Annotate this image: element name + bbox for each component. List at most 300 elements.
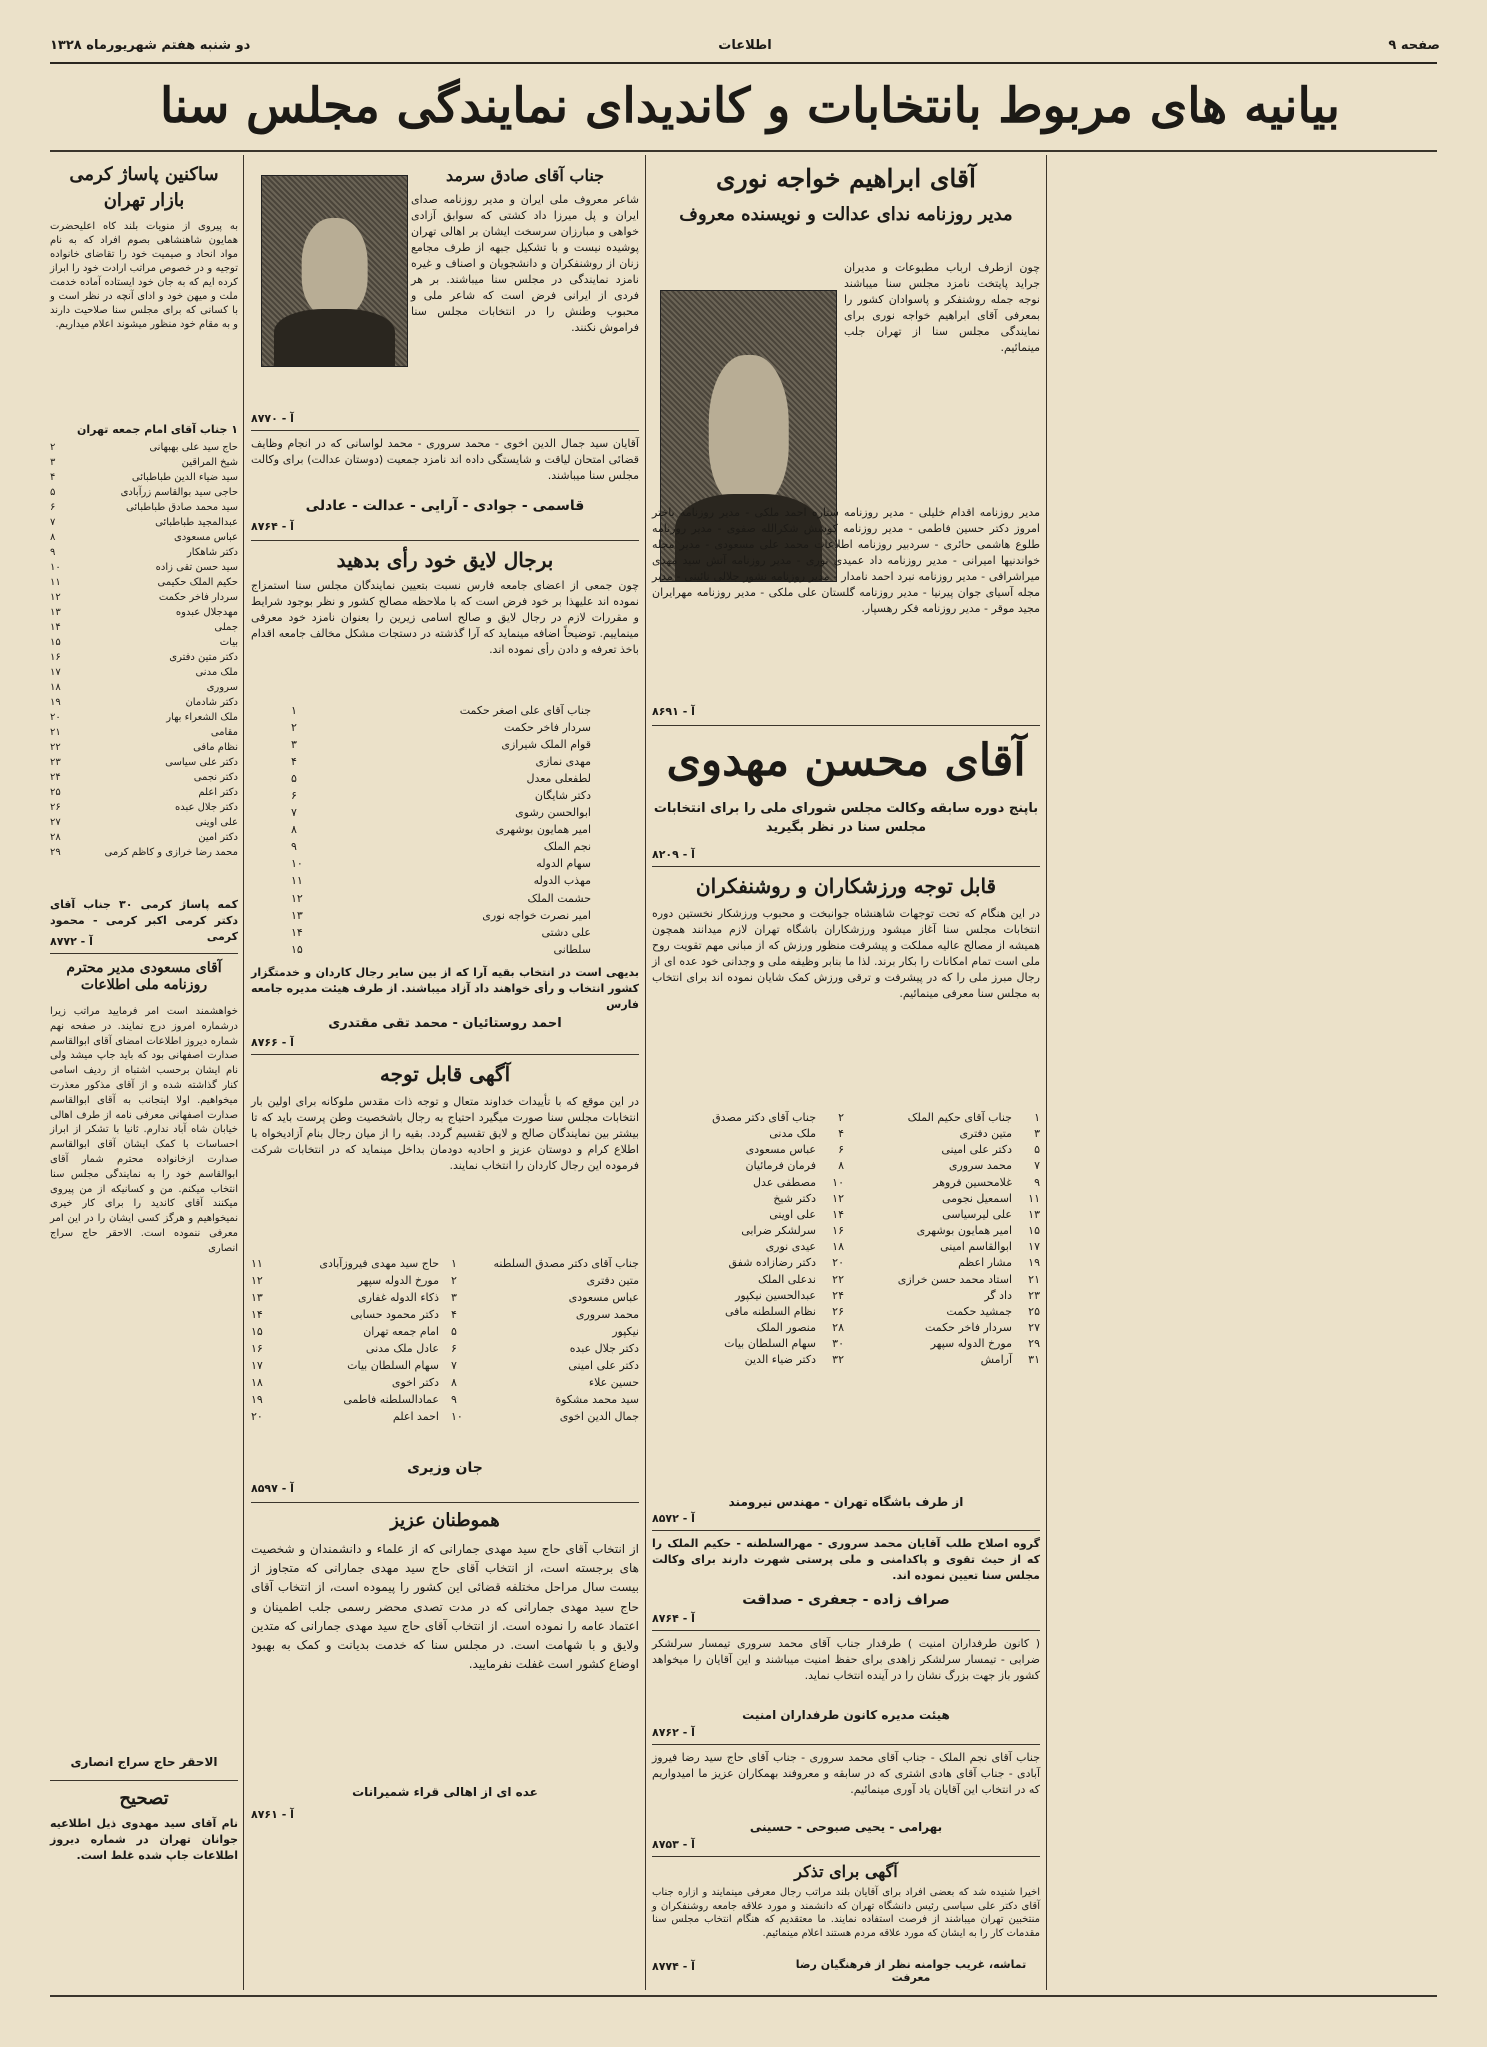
list-item-name: عمادالسلطنه فاطمی [343,1393,439,1407]
list-item-name: عبدالحسین نیکپور [735,1288,816,1302]
list-item-name: جملی [214,622,238,633]
list-item-number: ۸ [291,823,297,837]
list-item [50,500,238,515]
list-item-number: ۱۴ [251,1308,263,1322]
list-item-name: مصطفی عدل [752,1175,816,1189]
column-center-left [251,160,639,1990]
section-body: آقایان سید جمال الدین اخوی - محمد سروری - محمد لواسانی که در انجام وظایف قضائی امتحان لیاقت و شایستگی داده اند نامزد جمعیت (دوستان عدالت) برای وکالت مجلس سنا میباشند. [251,437,639,482]
list-item-number: ۲۸ [50,832,61,843]
table-row [652,1126,1040,1142]
list-item-name: حشمت الملک [527,891,591,905]
list-item [50,485,238,500]
table-row [652,1191,1040,1207]
list-item-number: ۹ [291,840,297,854]
list-item [291,890,591,907]
list-item [50,560,238,575]
table-row [652,1304,1040,1320]
list-item-number: ۱ [1034,1111,1040,1124]
list-item-name: مهدی نمازی [535,755,591,769]
list-item-number: ۵ [451,1325,457,1339]
list-item-number: ۱۰ [832,1175,844,1189]
footer-rule [50,1995,1437,1997]
list-item-number: ۲۱ [1028,1272,1040,1286]
list-item [50,665,238,680]
list-item-number: ۱۳ [1028,1207,1040,1221]
list-item-number: ۲ [451,1274,457,1288]
list-item [451,1357,639,1374]
list-item-number: ۲۶ [832,1304,844,1318]
list-item-name: سهام الدوله [536,857,591,871]
list-item [291,872,591,889]
table-row [652,1288,1040,1304]
table-row [652,1142,1040,1158]
list-item-number: ۲۴ [832,1288,844,1302]
list-item-name: مقامی [210,727,238,738]
list-item-name: عادل ملک مدنی [365,1342,439,1356]
section-title: آگهی قابل توجه [379,1062,511,1086]
list-item-name: استاد محمد حسن خرازی [897,1272,1012,1286]
signature: تماشه، غریب جوامنه نظر از فرهنگیان رضا معرفت [795,1958,1027,1984]
column-rule [1046,155,1047,1990]
list-item [251,1323,439,1340]
list-item-number: ۶ [291,789,297,803]
list-item-number: ۴ [451,1308,457,1322]
list-item-number: ۷ [451,1359,457,1373]
list-item-name: علی اوینی [769,1207,816,1221]
table-row [652,1255,1040,1271]
list-item-number: ۲۲ [832,1272,844,1286]
section-rule [50,1780,238,1781]
section-title: آقای مسعودی مدیر محترم روزنامه ملی اطلاعات [66,960,222,993]
list-item [291,855,591,872]
table-row [652,1272,1040,1288]
section-body: به پیروی از منویات بلند کاه اعلیحضرت همایون شاهنشاهی بصوم افراد که به نام مواد انحاد و صیمیت خود را تقاضای خانواده توجیه و در خصوص مراتب ارادت خود را ابراز کرده ایم که به جان خود ایستاده آماده خدمت ملت و میهن خود و ادای آنچه در نظر است و با کسانی که برای مجلس سنا صلاحیت دارند و به مقام خود منظور میشوند اعلام میداریم. [50,221,238,330]
section-rule [652,1630,1040,1631]
candidate-list [652,1110,1040,1490]
list-item [50,620,238,635]
list-item-number: ۵ [291,772,297,786]
list-item-number: ۱۴ [291,925,303,939]
list-item [291,770,591,787]
list-item [50,530,238,545]
table-row [652,1336,1040,1352]
list-item-number: ۹ [451,1393,457,1407]
list-item [291,907,591,924]
list-item-name: دکتر شایگان [534,789,591,803]
list-item-number: ۱۱ [291,874,303,888]
endorsers-text [652,505,1040,705]
list-item [50,470,238,485]
list-item-name: دکتر علی امینی [568,1359,639,1373]
list-item [50,515,238,530]
list-item [50,755,238,770]
list-item-name: آرامش [980,1353,1012,1367]
section-body: جناب آقای نجم الملک - جناب آقای محمد سروری - جناب آقای حاج سید رضا فیروز آبادی - جناب آقای هادی اشتری که در سابقه و معروفند بهمکاران عزیز ما امیدواریم که در انتخاب این آقایان یاد آوری مینمائیم. [652,1751,1040,1796]
candidate-statement: چون ازطرف ارباب مطبوعات و مدیران جراید پایتخت نامزد مجلس سنا میباشند نوجه جمله روشنفکر و پاسوادان کشور را بمعرفی آقای ابراهیم خواجه نوری برای نمایندگی مجلس سنا از تهران جلب مینمائیم. [844,261,1040,354]
list-item-name: سردار فاخر حکمت [158,592,238,603]
list-item-name: مورخ الدوله سپهر [357,1274,439,1288]
list-item-number: ۵ [1034,1143,1040,1157]
list-item-name: امام جمعه تهران [363,1325,439,1339]
list-item-name: سلطانی [553,942,591,956]
signature: الاحقر حاج سراج انصاری [70,1755,218,1769]
table-row [652,1239,1040,1255]
list-item-name: قوام الملک شیرازی [501,738,591,752]
list-item-name: مهذب الدوله [533,874,591,888]
candidate-name: آقای ابراهیم خواجه نوری [716,164,976,193]
list-item-name: علی اوینی [195,817,238,828]
list-item-number: ۱۸ [832,1240,844,1254]
ad-code: آ - ۸۲۰۹ [652,848,695,861]
list-item-number: ۲۶ [50,802,61,813]
ad-code: آ - ۸۷۵۳ [652,1838,695,1851]
list-item-number: ۱۶ [50,652,61,663]
signature: عده ای از اهالی قراء شمیرانات [352,1785,538,1799]
ad-code: آ - ۸۷۷۰ [251,412,294,425]
ad-code: آ - ۸۶۹۱ [652,705,695,718]
candidate-list [50,440,238,895]
section-body: باپنج دوره سابقه وکالت مجلس شورای ملی را برای انتخابات مجلس سنا در نظر بگیرید [653,801,1039,835]
section-title: ساکنین پاساژ کرمی [69,164,219,185]
list-item-number: ۳ [291,738,297,752]
list-item-number: ۱۳ [50,607,61,618]
list-item-name: عیدی نوری [765,1240,816,1254]
section-title: هموطنان عزیز [390,1510,500,1531]
list-item-name: ملک مدنی [195,667,238,678]
list-item-number: ۸ [451,1376,457,1390]
list-item-number: ۱۱ [1028,1191,1040,1205]
list-item-number: ۱۲ [50,592,61,603]
list-item [291,924,591,941]
candidate-list [251,1255,639,1455]
list-item-name: دکتر اخوی [391,1376,439,1390]
list-item-name: عبدالمجید طباطبائی [155,517,238,528]
list-item-name: نیکپور [612,1325,639,1339]
list-item-name: سید ضیاء الدین طباطبائی [131,472,238,483]
list-item-number: ۱۷ [251,1359,263,1373]
list-item [50,725,238,740]
ad-code: آ - ۸۷۶۲ [652,1726,695,1739]
list-item-name: نظام السلطنه مافی [724,1304,816,1318]
list-item-number: ۱۱ [251,1257,263,1270]
list-item [50,815,238,830]
list-item [251,1374,439,1391]
list-item-number: ۳ [1034,1127,1040,1141]
list-item-name: فرمان فرمائیان [745,1159,816,1173]
list-item-name: محمد رضا خرازی و کاظم کرمی [104,847,238,858]
list-item-name: حسین علاء [588,1376,639,1390]
list-item-name: سروری [206,682,238,693]
section-body: گروه اصلاح طلب آقایان محمد سروری - مهرالسلطنه - حکیم الملک را که از حیث تقوی و پاکدامنی و ملی پرستی شهرت دارند برای وکالت مجلس سنا تعیین نموده اند. [652,1537,1040,1582]
list-item-name: دکتر رضازاده شفق [728,1256,816,1270]
list-item [50,710,238,725]
list-item-number: ۲۰ [832,1256,844,1270]
table-row [652,1223,1040,1239]
section-title: برجال لایق خود رأی بدهید [336,548,554,572]
list-item-name: جمال الدین اخوی [559,1410,639,1424]
list-item-number: ۲۷ [50,817,61,828]
signature: صراف زاده - جعفری - صداقت [742,1592,950,1608]
list-item-name: دکتر شادمان [185,697,238,708]
paper-name: اطلاعات [718,38,772,53]
list-item-name: حاج سید علی بهبهانی [149,442,238,453]
list-item [291,719,591,736]
list-item-name: سرلشکر ضرابی [741,1224,816,1238]
signature: هیئت مدیره کانون طرفداران امنیت [742,1708,950,1722]
section-rule [251,1502,639,1503]
list-item [291,702,591,719]
list-item-name: ندعلی الملک [758,1272,816,1286]
list-item-number: ۳ [451,1291,457,1305]
column-rule [645,155,646,1990]
candidate-title: مدیر روزنامه ندای عدالت و نویسنده معروف [679,204,1013,225]
list-item [50,800,238,815]
list-item-name: جناب آقای دکتر مصدق [712,1111,816,1124]
list-item-number: ۱۳ [251,1291,263,1305]
list-item [291,736,591,753]
list-item-number: ۷ [50,517,56,528]
list-item-name: مهدجلال عبدوه [175,607,238,618]
list-item-number: ۱۹ [50,697,61,708]
list-item [451,1391,639,1408]
list-item-name: دکتر علی امینی [941,1143,1012,1157]
list-item-name: عباس مسعودی [174,532,238,543]
list-item-number: ۱۸ [50,682,61,693]
list-item-number: ۲۸ [832,1321,844,1335]
list-item [50,770,238,785]
list-item-number: ۱۴ [832,1207,844,1221]
list-item [291,787,591,804]
list-item-number: ۱۳ [291,908,303,922]
list-item-number: ۲۰ [50,712,61,723]
list-item-name: سید محمد صادق طباطبائی [126,502,238,513]
list-item-name: ملک الشعراء بهار [166,712,238,723]
list-item-number: ۴ [50,472,56,483]
candidate-list [291,702,591,962]
list-item-name: حکیم الملک حکیمی [157,577,238,588]
section-rule [652,866,1040,867]
list-item-name: امیر نصرت خواجه نوری [482,908,591,922]
list-item-number: ۱۲ [291,891,303,905]
list-item-number: ۳۲ [832,1353,844,1367]
list-item [50,635,238,650]
list-item-number: ۶ [838,1143,844,1157]
list-item [291,753,591,770]
list-item-name: ابوالقاسم امینی [940,1240,1012,1254]
section-headline: آقای محسن مهدوی [666,735,1026,786]
list-item-number: ۹ [50,547,56,558]
page-banner: بیانیه های مربوط بانتخابات و کاندیدای نمایندگی مجلس سنا [159,78,1340,134]
signature: از طرف باشگاه تهران - مهندس نیرومند [728,1495,964,1509]
list-item [451,1289,639,1306]
list-item-name: دکتر شاهکار [186,547,238,558]
list-item-name: دکتر شیخ [773,1191,816,1205]
list-item-name: جناب آقای دکتر مصدق السلطنه [493,1257,639,1270]
list-item-name: علی لیرسیاسی [942,1207,1012,1221]
list-item-number: ۱ [291,704,297,717]
ad-code: ۸۷۷۲ - آ [50,935,93,948]
list-item-name: علی دشتی [541,925,591,939]
list-item [451,1374,639,1391]
list-item-name: محمد سروری [948,1159,1012,1173]
list-item-name: جمشید حکمت [946,1304,1012,1318]
endorsers-list: مدیر روزنامه اقدام خلیلی - مدیر روزنامه ستاره احمد ملکی - مدیر روزنامه باختر امروز دکتر حسین فاطمی - مدیر روزنامه کوشش شکرالله صفوی - مدیر روزنامه طلوع هاشمی حائری - سردبیر روزنامه اطلاعات محمد علی مسعودی - مدیر مجله خواندنیها امیرانی - مدیر روزنامه داد عمیدی نوری - مدیر روزنامه آتش سید مهدی میراشرافی - مدیر روزنامه نبرد احمد نامدار - مدیر روزنامه نشور جلالی نائینی - مدیر مجله آسیای جوان پیرنیا - مدیر روزنامه گلستان علی ملکی - مدیر روزنامه مهرایران مجید موقر - مدیر روزنامه فکر رهسپار. [652,506,1040,615]
list-item [291,838,591,855]
section-body: کمه پاساژ کرمی ۳۰ جناب آقای دکتر کرمی اکبر کرمی - محمود کرمی [50,898,238,943]
ad-code: آ - ۸۷۷۴ [652,1960,695,1973]
list-item [251,1340,439,1357]
section-rule [251,430,639,431]
list-item-number: ۸ [50,532,56,543]
list-item [50,650,238,665]
list-item-number: ۲۵ [50,787,61,798]
list-item-number: ۲۳ [50,757,61,768]
column-center-right [652,160,1040,1990]
list-item-name: محمد سروری [575,1308,639,1322]
list-header: ۱ جناب آقای امام جمعه تهران [76,423,238,436]
section-body: ( کانون طرفداران امنیت ) طرفدار جناب آقای محمد سروری تیمسار سرلشکر ضرابی - تیمسار سرلشکر زاهدی برای حفظ امنیت میباشند و این آقایان را میخواهد کشور باز جهت بزرگ نشان را در آینده انتخاب نماید. [652,1637,1040,1682]
list-item-number: ۱۷ [50,667,61,678]
list-item-number: ۱۶ [832,1224,844,1238]
list-item-number: ۳ [50,457,56,468]
list-item [50,545,238,560]
section-body: در این موقع که با تأییدات خداوند متعال و توجه ذات مقدس ملوکانه برای اولین بار انتخابات مجلس سنا صورت میگیرد احتیاج به رجال باشخصیت وطن پرست باید که تا بیشتر بین نمایندگان صالح و لایق تقسیم گردد. بقیه را از میان رجال بنام آزادیخواه با اطلاع کرام و دوستان عزیز و احادیه دودمان بداخل مینماید که در انتخابات شرکت فرموده این رجال کاردان را انتخاب نمایند. [251,1095,639,1172]
page-date: دو شنبه هفتم شهریورماه ۱۳۲۸ [50,38,251,53]
list-item-name: سردار فاخر حکمت [924,1321,1012,1335]
list-item-name: دکتر جلال عبده [569,1342,639,1356]
list-item-name: داد گر [984,1288,1012,1302]
list-item-number: ۲۲ [50,742,61,753]
section-title: آگهی برای تذکر [794,1862,898,1881]
section-rule [652,1744,1040,1745]
list-item [451,1323,639,1340]
list-item-name: دکتر جلال عبده [175,802,238,813]
list-item-number: ۲۹ [50,847,61,858]
list-item-name: سهام السلطان بیات [347,1359,439,1373]
list-item [50,590,238,605]
list-item [251,1289,439,1306]
list-item-number: ۲۷ [1028,1321,1040,1335]
section-body: خواهشمند است امر فرمایید مراتب زیرا درشماره امروز درج نمایند. در صفحه نهم شماره دیروز اطلاعات امضای آقای ابوالقاسم صدارت اصفهانی بود که باید جاپ میشد ولی نام ایشان برحسب اشتباه از ردیف اسامی کنار گذاشته شده و از آقای مذکور معذرت میخواهیم. اولا اینجانب به آقای ابوالقاسم صدارت اصفهانی معرفی نامه از طرف اهالی خیابان شاه آباد ندارم. ثانیا با تشکر از ابراز احساسات با کمک ایشان آقای ابوالقاسم صدارت ازخانواده محترم شمار آقای ابوالقاسم خود را به نمایندگی مجلس سنا انتخاب میکنم. من و کسانیکه از من پیروی میکنند آقای کاندید را برای کار خیری نمیخواهیم و هرگز کسی ایشان را در این امر معرفی ننموده است. الاحقر حاج سراج انصاری [50,1006,238,1254]
list-item-name: ذکاء الدوله غفاری [358,1291,439,1305]
list-item-number: ۲ [291,721,297,735]
section-title: تصحیح [119,1788,169,1809]
list-item [50,440,238,455]
list-item [50,740,238,755]
list-item-name: ابوالحسن رشوی [515,806,591,820]
list-item [251,1357,439,1374]
list-item-name: منصور الملک [756,1321,816,1335]
list-item [451,1272,639,1289]
list-item-name: نظام مافی [193,742,238,753]
list-item-name: ملک مدنی [769,1127,816,1141]
section-body: از انتخاب آقای حاج سید مهدی جمارانی که از علماء و دانشمندان و شخصیت های برجسته است، از انتخاب آقای حاج سید مهدی جمارانی که متجاوز از بیست سال مراحل مختلفه قضائی این کشور را پیموده است، از انتخاب آقای حاج سید مهدی جمارانی که در مدت تصدی محضر رسمی جلب اطمینان و اعتماد عامه را نموده است. از انتخاب آقای حاج سید مهدی جمارانی که متدین ولایق و با شهامت است. در مجلس سنا که خدمت بدیانت و کمک به بهبود اوضاع کشور است غفلت نفرمایید. [251,1542,639,1672]
list-item-number: ۳۱ [1028,1353,1040,1367]
list-item-number: ۷ [291,806,297,820]
list-item-number: ۱۵ [50,637,61,648]
section-body: در این هنگام که تحت توجهات شاهنشاه جوانبخت و محبوب ورزشکار نخستین دوره انتخابات مجلس سنا آغاز میشود ورزشکاران باشگاه تهران لازم میدانند همچون همیشه از مصالح عالیه مملکت و پیشرفت منظور ورزش که از مبانی مهم تقویت روح ملی است تمام امکانات را بکار برند. لذا ما بنابر وظیفه ملی و وجدانی خود عده ای از رجال مبرز ملی را که در پیشرفت و ترقی ورزش کمک شایان نموده اند برای انتخاب به مجلس سنا معرفی مینمائیم. [652,907,1040,1000]
list-item-number: ۴ [291,755,297,769]
list-item-name: دکتر متین دفتری [169,652,238,663]
list-item [251,1272,439,1289]
list-item-number: ۱۵ [291,942,303,956]
list-item [451,1408,639,1425]
signature: جان وزیری [407,1460,483,1476]
list-item-name: متین دفتری [586,1274,639,1288]
list-item-number: ۱۵ [251,1325,263,1339]
section-rule [251,1054,639,1055]
list-item-number: ۱۸ [251,1376,263,1390]
list-item-number: ۱۹ [251,1393,263,1407]
list-item-number: ۱۷ [1028,1240,1040,1254]
signature: بهرامی - یحیی صبوحی - حسینی [749,1820,943,1834]
list-item [50,605,238,620]
list-item-number: ۵ [50,487,56,498]
list-item [451,1306,639,1323]
list-item [451,1255,639,1272]
table-row [652,1110,1040,1126]
list-item [291,941,591,958]
list-item-name: سهام السلطان بیات [724,1337,816,1351]
list-item-name: حاج سید مهدی فیروزآبادی [319,1257,439,1270]
section-rule [652,1856,1040,1857]
ad-code: آ - ۸۷۶۱ [251,1808,294,1821]
list-item-number: ۸ [838,1159,844,1173]
page-number: صفحه ۹ [1388,38,1440,53]
ad-code: آ - ۸۷۶۴ [652,1612,695,1625]
list-item-name: جناب آقای علی اصغر حکمت [459,704,591,717]
table-row [652,1175,1040,1191]
list-item-number: ۱۲ [251,1274,263,1288]
list-item-name: احمد اعلم [392,1410,439,1424]
list-item-name: مورخ الدوله سپهر [930,1337,1012,1351]
list-item-name: دکتر اعلم [198,787,238,798]
list-item-name: بیات [219,637,238,648]
section-rule [652,1530,1040,1531]
list-item [50,695,238,710]
table-row [652,1352,1040,1368]
list-item-name: نجم الملک [543,840,591,854]
list-item [50,575,238,590]
list-item [251,1408,439,1425]
list-item [251,1391,439,1408]
list-item-name: مشار اعظم [958,1256,1012,1270]
list-item-number: ۲۴ [50,772,61,783]
table-row [652,1320,1040,1336]
list-item-number: ۱۶ [251,1342,263,1356]
list-item-number: ۲ [838,1111,844,1124]
list-item-name: سید محمد مشکوة [555,1393,639,1407]
list-item [291,804,591,821]
list-item-number: ۱۰ [50,562,61,573]
section-title: بازار تهران [103,190,185,211]
section-body: اخیرا شنیده شد که بعضی افراد برای آقایان بلند مراتب رجال معرفی مینمایند و ازاره جناب آقای دکتر علی سیاسی رئیس دانشگاه تهران که دانشمند و مورد علاقه جامعه روشنفکران و منتخبین تهران میباشند از فرصت استفاده نمایند. ما معتقدیم که هنگام انتخاب مجلس سنا مقدمات کار را به ایشان که مورد علاقه مردم هستند اعلام مینمائیم. [652,1887,1040,1939]
list-item [451,1340,639,1357]
list-item-number: ۱۴ [50,622,61,633]
list-item-number: ۲۵ [1028,1304,1040,1318]
list-item-number: ۲ [50,442,56,453]
list-item-name: سردار فاخر حکمت [503,721,591,735]
candidate-name: جناب آقای صادق سرمد [445,166,605,185]
section-rule [251,540,639,541]
list-item-name: عباس مسعودی [745,1143,816,1157]
list-item-number: ۱ [451,1257,457,1270]
list-item-number: ۹ [1034,1175,1040,1189]
section-rule [50,953,238,954]
list-item-name: امیر همایون بوشهری [916,1224,1012,1238]
list-item [50,785,238,800]
signature: قاسمی - جوادی - آرایی - عدالت - عادلی [305,498,585,514]
